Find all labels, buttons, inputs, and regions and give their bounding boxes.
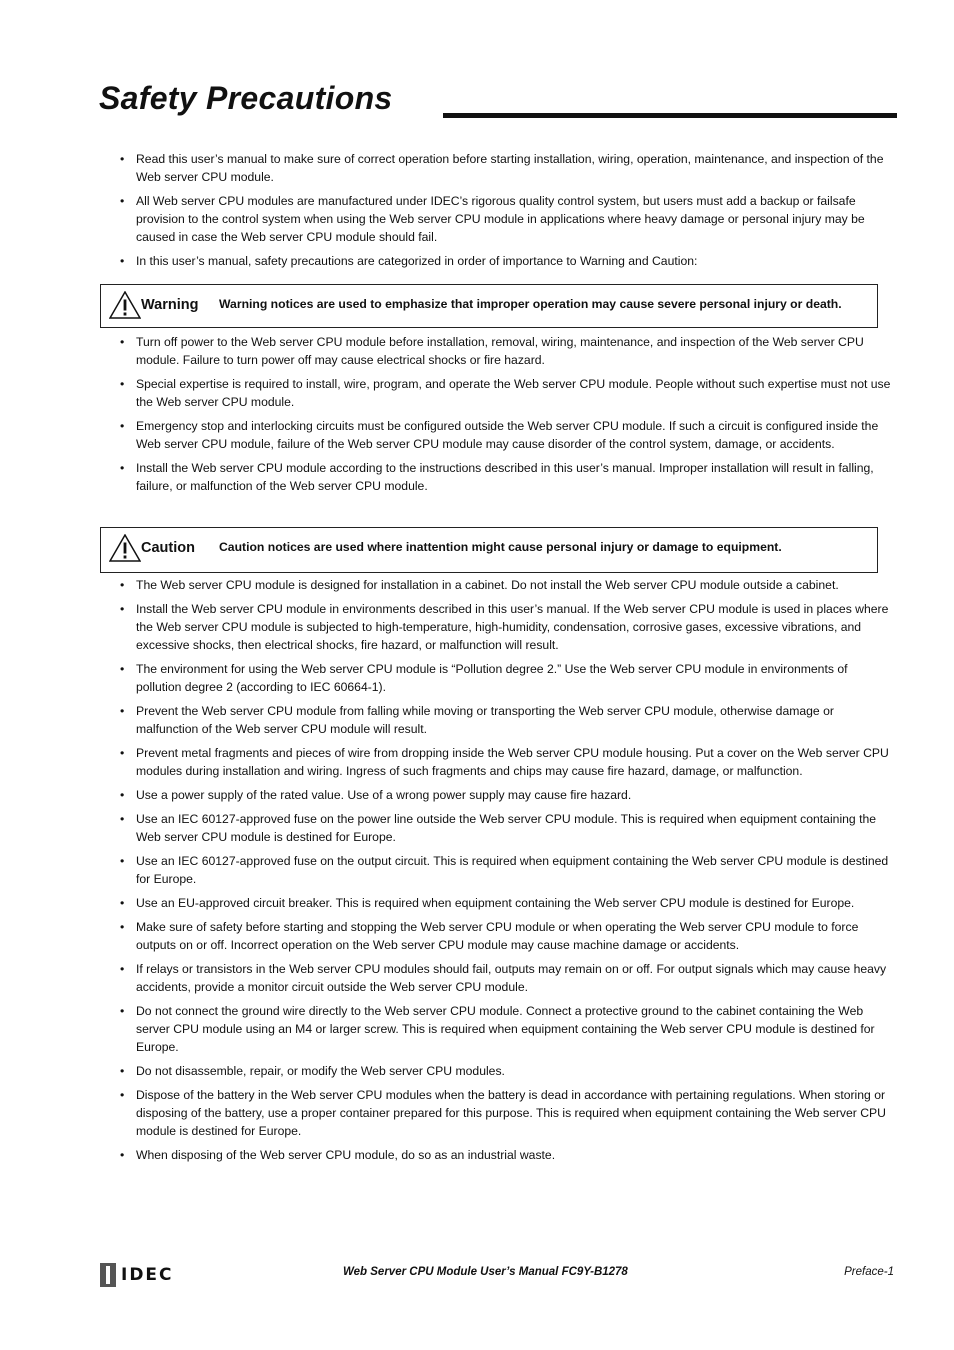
caution-notice [100, 527, 878, 573]
warning-label: Warning [141, 297, 199, 313]
title-rule [443, 113, 897, 118]
list-item: • In this user’s manual, safety precautions are categorized in order of importance to Warning and Caution: [0, 252, 954, 270]
list-item: • Special expertise is required to install, wire, program, and operate the Web server CPU module. People without such expertise must not use the Web server CPU module. [0, 375, 954, 411]
list-item: • If relays or transistors in the Web server CPU modules should fail, outputs may remain on or off. For output signals which may cause heavy accidents, provide a monitor circuit outside the Web server CPU module. [0, 960, 954, 996]
list-item: • Make sure of safety before starting and stopping the Web server CPU module or when operating the Web server CPU module to force outputs on or off. Incorrect operation on the Web server CPU module may cause machine damage or accidents. [0, 918, 954, 954]
list-item: • Read this user’s manual to make sure of correct operation before starting installation, wiring, operation, maintenance, and inspection of the Web server CPU module. [0, 150, 954, 186]
list-item: • All Web server CPU modules are manufactured under IDEC’s rigorous quality control system, but users must add a backup or failsafe provision to the control system when using the Web server CPU module in applications where heavy damage or personal injury may be caused in case the Web server CPU module should fail. [0, 192, 954, 246]
idec-logo [100, 1263, 174, 1287]
list-item: • Do not disassemble, repair, or modify the Web server CPU modules. [0, 1062, 954, 1080]
list-item: • Install the Web server CPU module according to the instructions described in this user’s manual. Improper installation will result in falling, failure, or malfunction of the Web server CPU module. [0, 459, 954, 495]
page-number: Preface-1 [844, 1266, 894, 1278]
warning-triangle-icon [109, 534, 141, 562]
warning-notice [100, 284, 878, 328]
list-item: • The environment for using the Web server CPU module is “Pollution degree 2.” Use the Web server CPU module in environments of pollution degree 2 (according to IEC 60664-1). [0, 660, 954, 696]
idec-logo-mark-icon [100, 1263, 116, 1287]
list-item: • Use a power supply of the rated value. Use of a wrong power supply may cause fire hazard. [0, 786, 954, 804]
caution-label: Caution [141, 540, 195, 556]
warning-bullet-list [0, 333, 954, 501]
list-item: • When disposing of the Web server CPU module, do so as an industrial waste. [0, 1146, 954, 1164]
caution-bullet-list [0, 576, 954, 1170]
list-item: • The Web server CPU module is designed for installation in a cabinet. Do not install the Web server CPU module outside a cabinet. [0, 576, 954, 594]
list-item: • Use an IEC 60127-approved fuse on the output circuit. This is required when equipment containing the Web server CPU module is destined for Europe. [0, 852, 954, 888]
page-title: Safety Precautions [99, 80, 393, 116]
list-item: • Do not connect the ground wire directly to the Web server CPU module. Connect a protective ground to the cabinet containing the Web server CPU module using an M4 or larger screw. This is required when equipment containing the Web server CPU module is destined for Europe. [0, 1002, 954, 1056]
list-item: • Dispose of the battery in the Web server CPU modules when the battery is dead in accordance with pertaining regulations. When storing or disposing of the battery, use a proper container prepared for this purpose. This is required when equipment containing the Web server CPU module is destined for Europe. [0, 1086, 954, 1140]
warning-text: Warning notices are used to emphasize that improper operation may cause severe personal injury or death. [219, 297, 842, 311]
list-item: • Use an EU-approved circuit breaker. This is required when equipment containing the Web server CPU module is destined for Europe. [0, 894, 954, 912]
manual-title: Web Server CPU Module User’s Manual FC9Y-B1278 [343, 1266, 628, 1278]
list-item: • Prevent metal fragments and pieces of wire from dropping inside the Web server CPU module housing. Put a cover on the Web server CPU modules during installation and wiring. Ingress of such fragments and chips may cause fire hazard, damage, or malfunction. [0, 744, 954, 780]
list-item: • Use an IEC 60127-approved fuse on the power line outside the Web server CPU module. This is required when equipment containing the Web server CPU module is destined for Europe. [0, 810, 954, 846]
caution-text: Caution notices are used where inattention might cause personal injury or damage to equipment. [219, 540, 782, 554]
list-item: • Install the Web server CPU module in environments described in this user’s manual. If the Web server CPU module is used in places where the Web server CPU module is subjected to high-temperature, high-humidity, condensation, corrosive gases, excessive vibrations, and excessive shocks, then electrical shocks, fire hazard, or malfunction will result. [0, 600, 954, 654]
list-item: • Emergency stop and interlocking circuits must be configured outside the Web server CPU module. If such a circuit is configured inside the Web server CPU module, failure of the Web server CPU module may cause disorder of the control system, damage, or accidents. [0, 417, 954, 453]
list-item: • Turn off power to the Web server CPU module before installation, removal, wiring, maintenance, and inspection of the Web server CPU module. Failure to turn power off may cause electrical shocks or fire hazard. [0, 333, 954, 369]
logo-text: IDEC [121, 1265, 174, 1285]
list-item: • Prevent the Web server CPU module from falling while moving or transporting the Web server CPU module, otherwise damage or malfunction of the Web server CPU module will result. [0, 702, 954, 738]
intro-bullet-list [0, 150, 954, 276]
warning-triangle-icon [109, 291, 141, 319]
